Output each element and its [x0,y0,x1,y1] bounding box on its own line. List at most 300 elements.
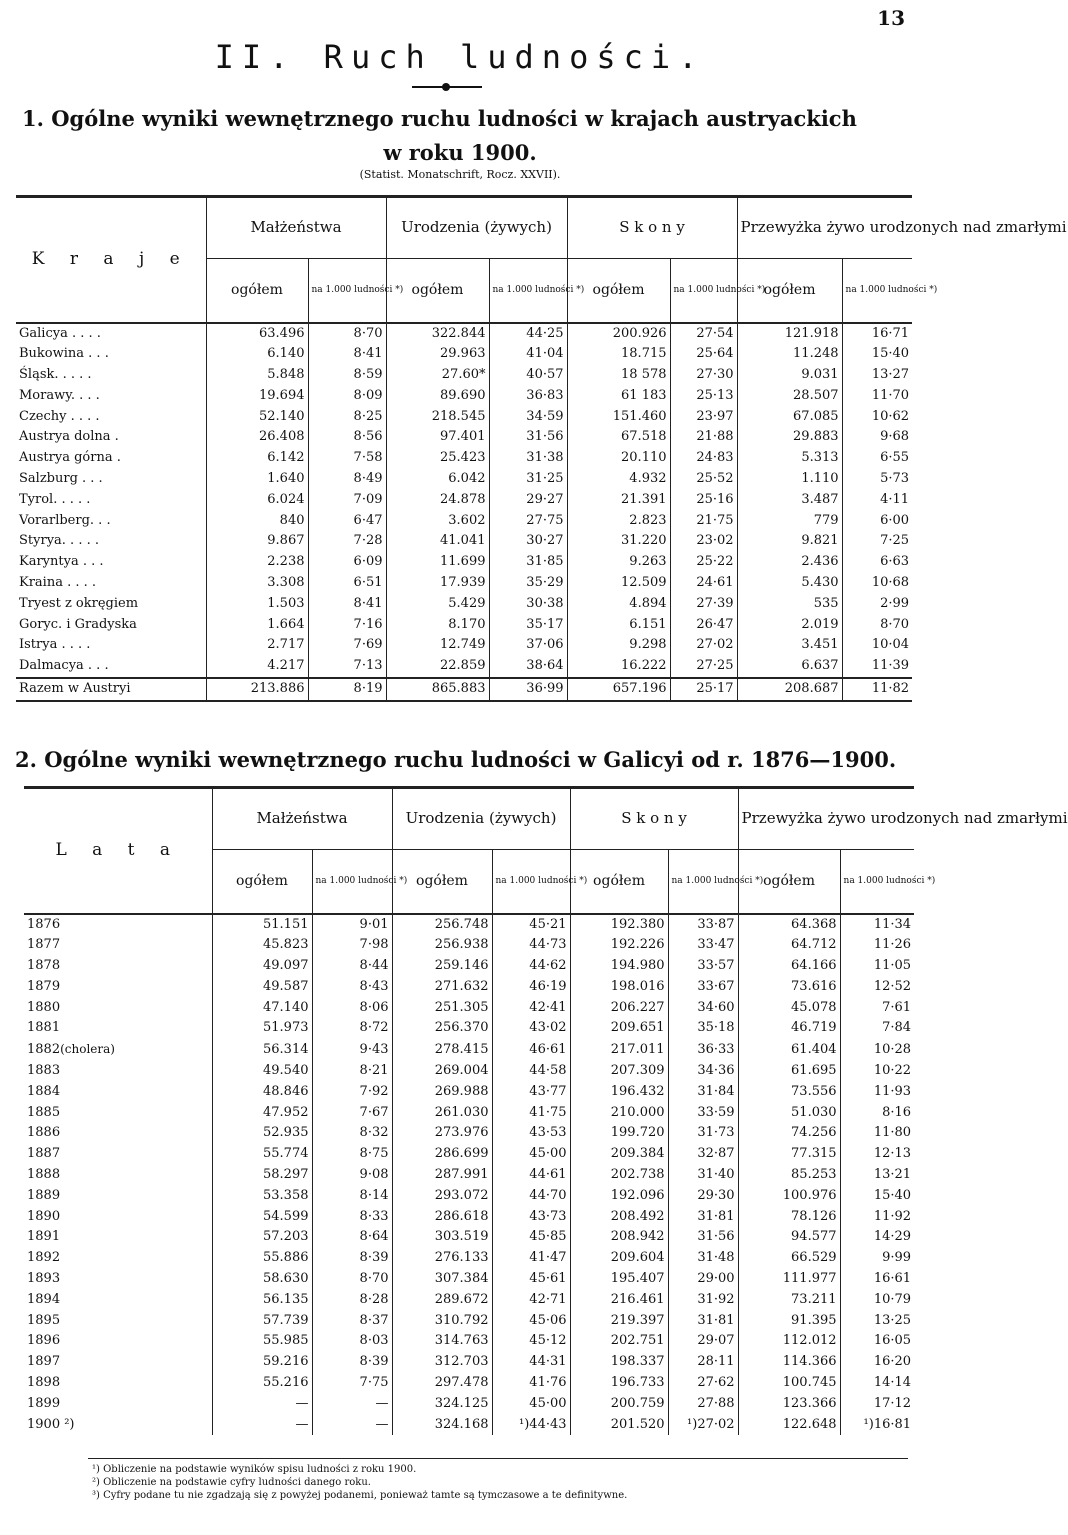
table-cell: 208.942 [570,1227,668,1248]
table-cell: 91.395 [738,1311,840,1332]
row-label [24,935,212,956]
table-row [16,386,912,407]
table-cell: 7·98 [312,935,392,956]
row-label [16,344,206,365]
table-cell: 58.297 [212,1165,312,1186]
table-cell: 7·09 [308,490,386,511]
table-cell: — [212,1415,312,1436]
table-cell: 8·41 [308,594,386,615]
table-cell: 16·61 [840,1269,914,1290]
table-cell: 23·97 [670,407,737,428]
table-cell: 73.211 [738,1290,840,1311]
table-cell: 54.599 [212,1207,312,1228]
row-label-text: Goryc. i Gradyska [19,616,137,632]
row-label-text: Istrya . . . . [19,637,91,653]
table-cell: 31·92 [668,1290,738,1311]
table-cell: 52.140 [206,407,308,428]
table-cell: 8·16 [840,1103,914,1124]
table-cell: 13·25 [840,1311,914,1332]
table-cell: 3.308 [206,573,308,594]
table-cell: 324.125 [392,1394,492,1415]
table-cell: 198.016 [570,977,668,998]
table-row [16,427,912,448]
row-label-text: 1890 [27,1208,61,1224]
table-row [24,1144,914,1165]
table-cell: 112.012 [738,1331,840,1352]
table-cell: 45·12 [492,1331,570,1352]
table-row [24,1373,914,1394]
table-cell: 9·43 [312,1039,392,1061]
table-cell: 27·88 [668,1394,738,1415]
table-cell: 209.651 [570,1018,668,1039]
table-cell: 31·56 [668,1227,738,1248]
table-cell: 55.886 [212,1248,312,1269]
row-label-text: 1891 [27,1229,61,1245]
table-cell: 11·82 [842,678,912,701]
table-row [24,1269,914,1290]
row-label [24,956,212,977]
table-cell: 8·49 [308,469,386,490]
table-row [24,1311,914,1332]
table-cell: 29·30 [668,1186,738,1207]
table-cell: 37·06 [489,635,567,656]
table-row [16,490,912,511]
footnote: ³) Cyfry podane tu nie zgadzają się z powyżej podanemi, ponieważ tamte są tymczasowe a te definitywne. [92,1490,628,1501]
table-cell: 27·25 [670,656,737,678]
table-cell: 67.085 [737,407,842,428]
total-row [16,678,912,701]
table-cell: 2.436 [737,552,842,573]
table-cell: 21·75 [670,511,737,532]
sub-header-rate: na 1.000 ludności *) [308,259,386,323]
table-cell: 89.690 [386,386,489,407]
table-cell: 12·13 [840,1144,914,1165]
table-cell: 16.222 [567,656,670,678]
row-label-text: 1877 [27,937,61,953]
table-cell: 194.980 [570,956,668,977]
table-cell: 111.977 [738,1269,840,1290]
table-cell: 31·81 [668,1311,738,1332]
table-cell: 256.748 [392,914,492,936]
table-cell: 74.256 [738,1123,840,1144]
table-row [16,594,912,615]
row-label-text: 1882 [27,1042,61,1058]
row-label [24,1061,212,1082]
table-cell: 51.973 [212,1018,312,1039]
table-row [24,1331,914,1352]
table-cell: 44·62 [492,956,570,977]
table-cell: 33·47 [668,935,738,956]
group-header: Małżeństwa [206,197,386,259]
table-cell: 256.938 [392,935,492,956]
section1-title: 1. Ogólne wyniki wewnętrznego ruchu ludności w krajach austryackich [22,106,857,131]
row-label [16,490,206,511]
row-label [24,1227,212,1248]
table-cell: 15·40 [842,344,912,365]
table-cell: 64.368 [738,914,840,936]
row-label-text: Styrya. . . . . [19,533,99,549]
group-header: Małżeństwa [212,788,392,850]
table-row [24,1415,914,1436]
row-label-text: 1896 [27,1333,61,1349]
row-label [24,1018,212,1039]
table-cell: 121.918 [737,323,842,345]
table-cell: 7·61 [840,998,914,1019]
table-cell: 4.894 [567,594,670,615]
group-header: S k o n y [567,197,737,259]
row-label [16,365,206,386]
table-cell: 310.792 [392,1311,492,1332]
section1-source: (Statist. Monatschrift, Rocz. XXVII). [359,168,561,181]
table-cell: 24.878 [386,490,489,511]
table-cell: 1.640 [206,469,308,490]
table-cell: 35·17 [489,615,567,636]
page-number: 13 [877,6,905,30]
row-label [24,1144,212,1165]
table-cell: 94.577 [738,1227,840,1248]
table-cell: 27·62 [668,1373,738,1394]
table-cell: 6.140 [206,344,308,365]
table-cell: 29·07 [668,1331,738,1352]
footnote: ¹) Obliczenie na podstawie wyników spisu ludności z roku 1900. [92,1464,417,1475]
table-cell: 25·13 [670,386,737,407]
table-cell: 195.407 [570,1269,668,1290]
table-cell: 8·32 [312,1123,392,1144]
table-cell: 7·58 [308,448,386,469]
table-cell: 6·63 [842,552,912,573]
table-cell: 9·08 [312,1165,392,1186]
table-cell: 8·70 [842,615,912,636]
table-cell: 31.220 [567,531,670,552]
table-cell: 123.366 [738,1394,840,1415]
table-row [16,511,912,532]
table-cell: 208.687 [737,678,842,701]
table-cell: 192.226 [570,935,668,956]
table-cell: 200.926 [567,323,670,345]
row-label [24,1415,212,1436]
table-cell: 9·68 [842,427,912,448]
table-cell: 36·33 [668,1039,738,1061]
table-cell: 85.253 [738,1165,840,1186]
table-cell: 2.717 [206,635,308,656]
table-cell: 29.963 [386,344,489,365]
table-cell: 33·67 [668,977,738,998]
table-cell: 8·44 [312,956,392,977]
row-label-text: Karyntya . . . [19,554,104,570]
table-cell: 73.616 [738,977,840,998]
row-label-text: 1895 [27,1312,61,1328]
table-cell: 36·99 [489,678,567,701]
table-cell: 66.529 [738,1248,840,1269]
table-cell: 22.859 [386,656,489,678]
table-row [24,1082,914,1103]
table-cell: 192.096 [570,1186,668,1207]
row-label [16,323,206,345]
row-label [24,1311,212,1332]
table-cell: 35·29 [489,573,567,594]
table-cell: 15·40 [840,1186,914,1207]
table-cell: 41·75 [492,1103,570,1124]
table-cell: 307.384 [392,1269,492,1290]
row-label-text: Czechy . . . . [19,408,100,424]
group-header: Urodzenia (żywych) [392,788,570,850]
table-cell: 289.672 [392,1290,492,1311]
table-cell: 261.030 [392,1103,492,1124]
table-cell: 6.024 [206,490,308,511]
table-cell: 216.461 [570,1290,668,1311]
sub-header-total: ogółem [737,259,842,323]
table-cell: 17·12 [840,1394,914,1415]
table-cell: 23·02 [670,531,737,552]
row-label [16,573,206,594]
row-label [24,1248,212,1269]
table-cell: 11·34 [840,914,914,936]
table-cell: 9.867 [206,531,308,552]
table-cell: 657.196 [567,678,670,701]
row-label-text: Salzburg . . . [19,471,103,487]
table-cell: 77.315 [738,1144,840,1165]
table-cell: 31·56 [489,427,567,448]
table-row [24,1018,914,1039]
row-label [16,469,206,490]
table-cell: 8·41 [308,344,386,365]
table-cell: 8·59 [308,365,386,386]
table-cell: 17.939 [386,573,489,594]
table-row [24,1186,914,1207]
table-cell: 6·47 [308,511,386,532]
table-cell: 25·22 [670,552,737,573]
table-cell: 208.492 [570,1207,668,1228]
table-cell: 8·37 [312,1311,392,1332]
row-label-text: 1889 [27,1187,61,1203]
table-cell: 40·57 [489,365,567,386]
table-cell: 12·52 [840,977,914,998]
table-cell: 61.404 [738,1039,840,1061]
table-cell: 57.203 [212,1227,312,1248]
table-cell: 251.305 [392,998,492,1019]
table-cell: 53.358 [212,1186,312,1207]
table-cell: 9·01 [312,914,392,936]
table-cell: 29.883 [737,427,842,448]
table-cell: 14·14 [840,1373,914,1394]
table-cell: 47.140 [212,998,312,1019]
row-label-text: 1892 [27,1250,61,1266]
row-label-text: 1883 [27,1063,61,1079]
table-row [16,365,912,386]
table-cell: 45·21 [492,914,570,936]
table-cell: 41·04 [489,344,567,365]
table-cell: 51.030 [738,1103,840,1124]
row-label [16,635,206,656]
table-cell: 3.602 [386,511,489,532]
table-cell: 55.774 [212,1144,312,1165]
table-cell: 5.429 [386,594,489,615]
table-cell: 10·68 [842,573,912,594]
table-row [16,552,912,573]
table-cell: 56.314 [212,1039,312,1061]
table-cell: 44·25 [489,323,567,345]
footnotes [88,1458,908,1502]
table-cell: 4.217 [206,656,308,678]
table-cell: 8·33 [312,1207,392,1228]
group-header: Urodzenia (żywych) [386,197,567,259]
table-cell: 8·39 [312,1352,392,1373]
table-cell: 58.630 [212,1269,312,1290]
table-cell: 28·11 [668,1352,738,1373]
row-label [24,1352,212,1373]
table-cell: 13·27 [842,365,912,386]
table-cell: 64.166 [738,956,840,977]
row-label [24,1165,212,1186]
table-row [24,1394,914,1415]
table-cell: 2.019 [737,615,842,636]
table-row [16,531,912,552]
table-cell: 2·99 [842,594,912,615]
table-row [24,1123,914,1144]
table-cell: 33·59 [668,1103,738,1124]
table-cell: 4·11 [842,490,912,511]
table-cell: 202.738 [570,1165,668,1186]
table-cell: 276.133 [392,1248,492,1269]
table-cell: 49.540 [212,1061,312,1082]
table-cell: 27·39 [670,594,737,615]
row-label [24,998,212,1019]
table-cell: 26.408 [206,427,308,448]
table-cell: 200.759 [570,1394,668,1415]
row-label [24,914,212,936]
table-cell: 8·03 [312,1331,392,1352]
table-cell: 6.042 [386,469,489,490]
table-cell: 10·22 [840,1061,914,1082]
table-cell: 3.451 [737,635,842,656]
sub-header-rate: na 1.000 ludności *) [312,850,392,914]
section1-title-year: w roku 1900. [383,140,537,165]
row-label [24,1394,212,1415]
table-cell: 49.097 [212,956,312,977]
table-row [24,1227,914,1248]
table-cell: 18.715 [567,344,670,365]
row-label-text: 1884 [27,1083,61,1099]
table-cell: 34·60 [668,998,738,1019]
table-cell: 209.604 [570,1248,668,1269]
table-cell: 9.298 [567,635,670,656]
row-label [16,678,206,701]
table-cell: 25·16 [670,490,737,511]
table-row [24,1352,914,1373]
table-cell: 6·09 [308,552,386,573]
sub-header-rate: na 1.000 ludności *) [492,850,570,914]
row-label [16,552,206,573]
table-cell: 45·85 [492,1227,570,1248]
row-label [16,511,206,532]
row-label-text: Tyrol. . . . . [19,491,91,507]
table-cell: 19.694 [206,386,308,407]
table-cell: 6.142 [206,448,308,469]
sub-header-rate: na 1.000 ludności *) [668,850,738,914]
table-cell: 20.110 [567,448,670,469]
table-cell: 259.146 [392,956,492,977]
table-row [16,635,912,656]
table-cell: 4.932 [567,469,670,490]
table-cell: 28.507 [737,386,842,407]
table-cell: 11·93 [840,1082,914,1103]
table-cell: 7·13 [308,656,386,678]
table-cell: 31·73 [668,1123,738,1144]
table-cell: 47.952 [212,1103,312,1124]
sub-header-rate: na 1.000 ludności *) [842,259,912,323]
table-cell: 8·72 [312,1018,392,1039]
table-cell: 114.366 [738,1352,840,1373]
table-row [16,615,912,636]
table-cell: 43·02 [492,1018,570,1039]
table-cell: 44·73 [492,935,570,956]
table-cell: 201.520 [570,1415,668,1436]
table-cell: 31·84 [668,1082,738,1103]
table-cell: 64.712 [738,935,840,956]
table-cell: 43·77 [492,1082,570,1103]
table-cell: 1.110 [737,469,842,490]
table-cell: 1.503 [206,594,308,615]
table-cell: 278.415 [392,1039,492,1061]
table-cell: 13·21 [840,1165,914,1186]
table-cell: 41·76 [492,1373,570,1394]
table-cell: 29·27 [489,490,567,511]
footnote: ²) Obliczenie na podstawie cyfry ludności danego roku. [92,1477,371,1488]
table-cell: 44·61 [492,1165,570,1186]
table-cell: 9.031 [737,365,842,386]
table-cell: 6·51 [308,573,386,594]
row-label [16,386,206,407]
table-cell: 196.432 [570,1082,668,1103]
table-cell: 97.401 [386,427,489,448]
row-label-text: 1900 ²) [27,1416,75,1432]
group-header: S k o n y [570,788,738,850]
row-label-text: Austrya górna . [19,450,121,466]
table-cell: 2.823 [567,511,670,532]
row-label-text: 1887 [27,1146,61,1162]
table-cell: 271.632 [392,977,492,998]
row-label [24,1039,212,1061]
table-cell: 2.238 [206,552,308,573]
row-label-text: Tryest z okręgiem [19,595,139,611]
table-cell: 269.988 [392,1082,492,1103]
table-row [16,323,912,345]
table-row [16,656,912,678]
table-cell: 25·52 [670,469,737,490]
row-label-text: Razem w Austryi [19,681,131,697]
table-cell: 55.216 [212,1373,312,1394]
table-row [16,448,912,469]
table-row [24,977,914,998]
table-cell: 8·70 [312,1269,392,1290]
table-cell: 24·61 [670,573,737,594]
row-label [16,656,206,678]
table-cell: 46·61 [492,1039,570,1061]
table-cell: 43·73 [492,1207,570,1228]
row-label-text: 1888 [27,1167,61,1183]
table-row [16,469,912,490]
table-galicia-1876-1900 [24,786,1068,1435]
sub-header-rate: na 1.000 ludności *) [840,850,914,914]
table-cell: 209.384 [570,1144,668,1165]
row-label-text: 1880 [27,999,61,1015]
table-cell: 6.151 [567,615,670,636]
group-header: Przewyżka żywo urodzonych nad zmarłymi [738,788,914,850]
sub-header-total: ogółem [212,850,312,914]
sub-header-total: ogółem [567,259,670,323]
table-cell: 10·28 [840,1039,914,1061]
table-cell: 218.545 [386,407,489,428]
